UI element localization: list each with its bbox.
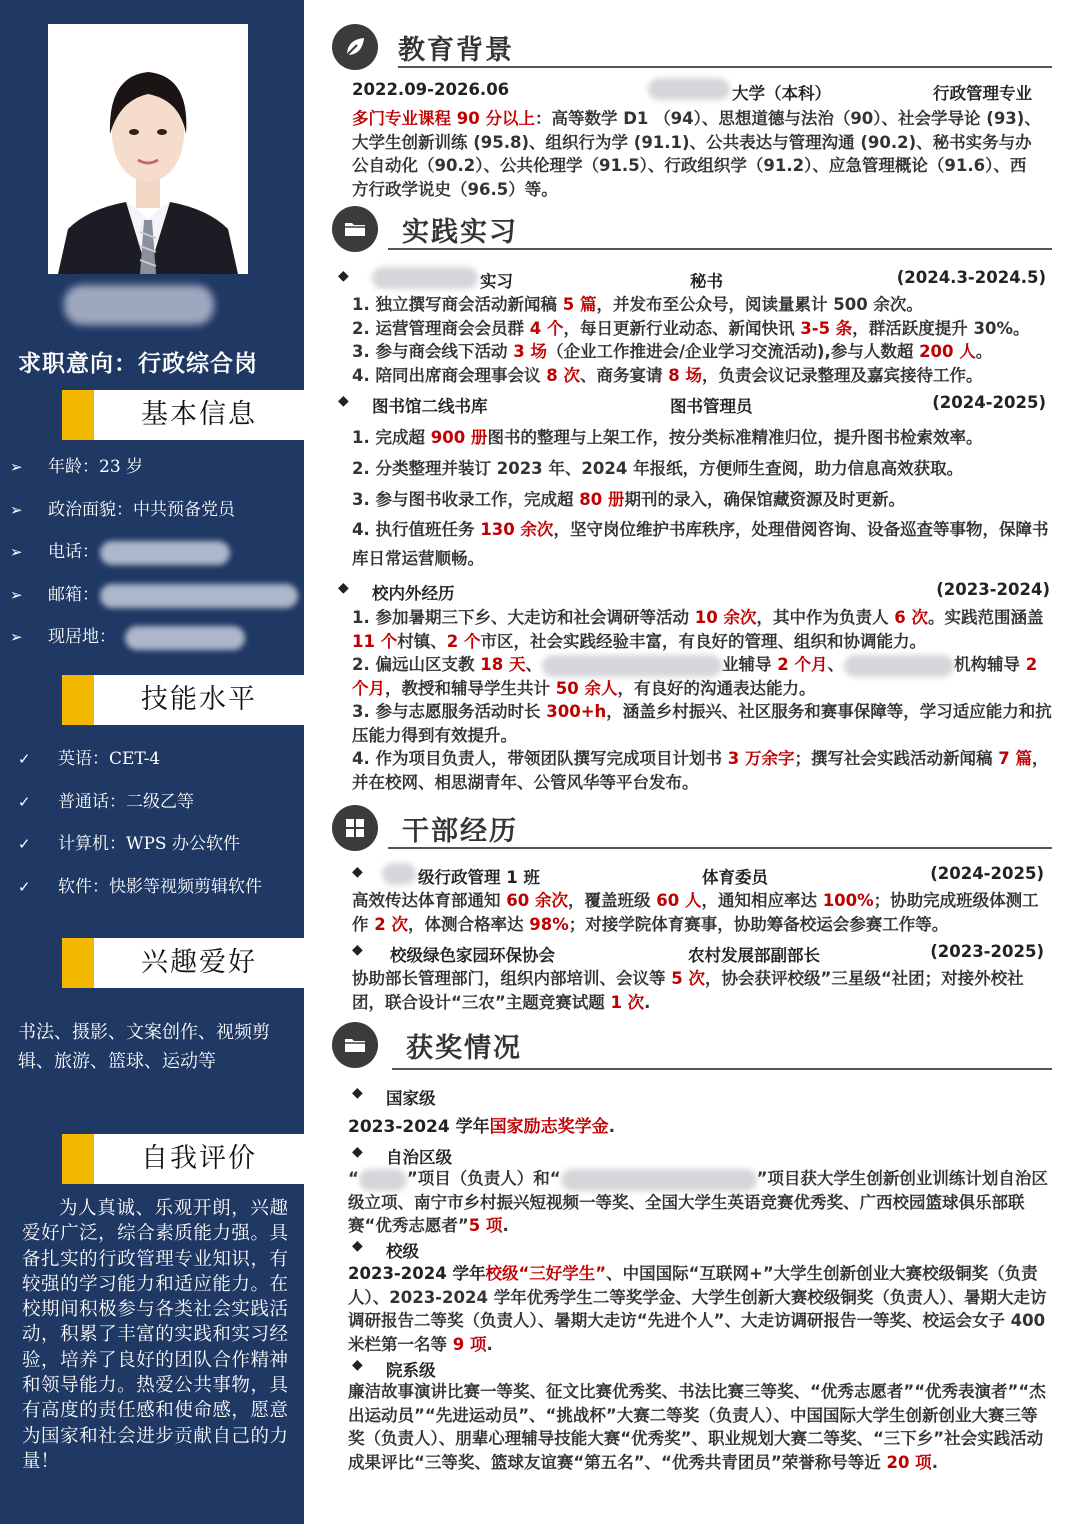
basic-info-list xyxy=(0,446,304,659)
text: ，群活跃度提升 30%。 xyxy=(852,318,1030,338)
education-date: 2022.09-2026.06 xyxy=(352,80,510,99)
text: ”项目（负责人）和“ xyxy=(406,1169,561,1188)
text: ，并在校网、相思湖青年、公管风华等平台发布。 xyxy=(352,749,1049,792)
education-courses xyxy=(352,107,1042,201)
highlight: 60 余次 xyxy=(506,891,568,910)
text: 、 xyxy=(525,655,542,674)
self-eval-title: 自我评价 xyxy=(141,1143,257,1174)
text: 机构辅导 xyxy=(953,655,1026,674)
phone-redacted xyxy=(100,541,230,565)
accent-bar xyxy=(62,1134,94,1184)
arrow-icon: ➢ xyxy=(10,585,23,604)
job-item xyxy=(352,606,1054,653)
text: 2023-2024 学年 xyxy=(348,1117,490,1137)
project-redacted xyxy=(561,1169,757,1191)
highlight: 2 次 xyxy=(374,914,408,934)
award-text xyxy=(348,1380,1048,1474)
basic-info-label: 电话： xyxy=(48,542,99,562)
diamond-icon: ◆ xyxy=(352,1085,363,1101)
arrow-icon: ➢ xyxy=(10,458,23,476)
highlight: 9 项 xyxy=(452,1334,487,1354)
job-item xyxy=(352,317,1060,341)
text: ；协助完成班级体测工作 xyxy=(352,891,1039,934)
skill-label: 英语：CET-4 xyxy=(58,749,161,769)
cadre-role: 体育委员 xyxy=(702,868,768,887)
text: ，并发布至公众号，阅读量累计 500 余次。 xyxy=(596,295,923,314)
award-text xyxy=(348,1167,1048,1238)
diamond-icon: ◆ xyxy=(352,1238,363,1254)
diamond-icon: ◆ xyxy=(352,1144,363,1160)
text: 3. 参与商会线下活动 xyxy=(352,342,514,362)
highlight: 5 次 xyxy=(671,969,705,988)
highlight: 20 项 xyxy=(886,1452,932,1472)
basic-info-address xyxy=(0,616,304,659)
skill-label: 软件：快影等视频剪辑软件 xyxy=(58,876,262,897)
leaf-icon xyxy=(332,24,378,70)
job-item xyxy=(352,700,1054,747)
text: ，协会获评校级”三星级“社团；对接外校社团，联合设计“三农”主题竞赛试题 xyxy=(352,969,1024,1012)
text: 3. 参与志愿服务活动时长 xyxy=(352,702,547,721)
text: 、商务宴请 xyxy=(579,366,669,386)
text: ，通知相应率达 xyxy=(701,891,823,910)
highlight: 2 个月 xyxy=(777,655,828,674)
highlight: 18 天 xyxy=(480,655,526,674)
text: 、中国国际“互联网+”大学生创新创业大赛校级铜奖（负责人）、2023-2024 学年优秀学生二等奖学金、大学生创新大赛校级铜奖（负责人）、暑期大走访调研报告二等奖（负责人）、暑期大走访“先进个人”、大走访调研报告一等奖、校运会女子 400 米栏第一名等 xyxy=(348,1264,1047,1354)
divider xyxy=(388,847,1052,849)
text: ，教授和辅导学生共计 xyxy=(385,678,556,698)
hobby-header xyxy=(62,938,304,988)
text: 、 xyxy=(827,655,844,674)
arrow-icon: ➢ xyxy=(10,543,23,561)
text: . xyxy=(502,1216,509,1235)
divider xyxy=(398,66,1052,68)
text: （企业工作推进会/企业学习交流活动),参与人数超 xyxy=(546,342,920,362)
highlight: 3 场 xyxy=(513,342,547,362)
job-item xyxy=(352,484,1052,515)
practice-title: 实践实习 xyxy=(402,217,518,248)
text: ；对接学院体育赛事，协助筹备校运会参赛工作等。 xyxy=(568,914,949,934)
job-item xyxy=(352,653,1054,700)
skills-title: 技能水平 xyxy=(141,684,257,715)
job-date: (2024-2025) xyxy=(932,393,1046,412)
diamond-icon: ◆ xyxy=(338,268,349,284)
main-content xyxy=(304,0,1080,1524)
basic-info-title: 基本信息 xyxy=(141,399,257,430)
courses-lead: 多门专业课程 90 分以上 xyxy=(352,109,535,128)
job-item xyxy=(352,293,1060,317)
education-header xyxy=(332,22,1052,78)
text: ，负责会议记录整理及嘉宾接待工作。 xyxy=(701,366,983,386)
basic-info-age xyxy=(0,446,304,489)
job-items xyxy=(352,422,1052,573)
highlight: 5 篇 xyxy=(562,295,597,314)
diamond-icon: ◆ xyxy=(352,864,363,880)
award-text xyxy=(348,1262,1048,1356)
skill-item xyxy=(0,823,304,866)
diamond-icon: ◆ xyxy=(338,580,349,596)
text: ；撰写社会实践活动新闻稿 xyxy=(794,749,999,768)
cadre-title: 干部经历 xyxy=(402,816,518,847)
job-org: 图书馆二线书库 xyxy=(372,397,488,416)
job-item xyxy=(352,422,1052,453)
check-icon: ✓ xyxy=(18,792,31,811)
check-icon: ✓ xyxy=(18,877,31,896)
basic-info-label: 邮箱： xyxy=(48,584,99,605)
arrow-icon: ➢ xyxy=(10,500,23,519)
skill-label: 普通话：二级乙等 xyxy=(58,791,194,812)
skill-item xyxy=(0,781,304,824)
text: 期刊的录入，确保馆藏资源及时更新。 xyxy=(624,490,905,509)
education-major: 行政管理专业 xyxy=(933,84,1032,103)
name-redacted xyxy=(64,285,214,325)
text: 3. 参与图书收录工作，完成超 xyxy=(352,490,580,509)
profile-photo xyxy=(48,24,248,274)
highlight: 50 余人 xyxy=(555,678,618,698)
practice-header xyxy=(332,204,1052,260)
cadre-org: 校级绿色家园环保协会 xyxy=(390,946,555,965)
accent-bar xyxy=(62,390,94,440)
courses-list: ：高等数学 D1 （94）、思想道德与法治（90）、社会学导论 (93)、大学生创新训练 (95.8)、组织行为学 (91.1)、公共表达与管理沟通 (90.2)、秘书实务与办公自动化（90.2）、公共伦理学（91.5）、行政组织学（91.2）、应急管理概论（91.6）、西方行政学说史（96.5）等。 xyxy=(352,109,1041,199)
highlight: 100% xyxy=(822,891,874,910)
arrow-icon: ➢ xyxy=(10,628,23,646)
basic-info-phone xyxy=(0,531,304,574)
highlight: 6 次 xyxy=(894,608,928,627)
accent-bar xyxy=(62,675,94,725)
highlight: 4 个 xyxy=(529,318,564,338)
diamond-icon: ◆ xyxy=(352,1357,363,1373)
org-redacted xyxy=(844,655,954,677)
text: 1. 参加暑期三下乡、大走访和社会调研等活动 xyxy=(352,608,695,627)
cadre-date: (2023-2025) xyxy=(930,942,1044,961)
highlight: 1 次 xyxy=(610,992,645,1012)
org-redacted xyxy=(542,655,722,677)
highlight: 8 次 xyxy=(546,366,580,386)
skill-label: 计算机：WPS 办公软件 xyxy=(58,834,240,854)
cadre-text xyxy=(352,889,1046,936)
job-item xyxy=(352,364,1060,388)
education-title: 教育背景 xyxy=(398,35,514,66)
text: 4. 作为项目负责人，带领团队撰写完成项目计划书 xyxy=(352,749,728,768)
text: 1. 独立撰写商会活动新闻稿 xyxy=(352,295,563,314)
text: 图书的整理与上架工作，按分类标准精准归位，提升图书检索效率。 xyxy=(487,428,983,447)
highlight: 11 个 xyxy=(352,631,398,651)
text: 业辅导 xyxy=(721,655,778,674)
job-items xyxy=(352,293,1060,388)
job-org: 实习 xyxy=(480,272,513,291)
skill-item xyxy=(0,738,304,781)
hobby-text: 书法、摄影、文案创作、视频剪辑、旅游、篮球、运动等 xyxy=(18,1022,270,1072)
divider xyxy=(388,248,1052,250)
award-level-name: 校级 xyxy=(386,1242,419,1261)
award-text xyxy=(348,1116,1048,1140)
accent-bar xyxy=(62,938,94,988)
basic-info-label: 政治面貌：中共预备党员 xyxy=(48,499,235,520)
education-school: 大学（本科） xyxy=(732,84,831,103)
text: 村镇、 xyxy=(397,631,447,651)
job-item xyxy=(352,515,1052,573)
job-role: 图书管理员 xyxy=(670,397,753,416)
text: ，体测合格率达 xyxy=(407,914,530,934)
text: ，覆盖班级 xyxy=(567,891,657,910)
divider xyxy=(392,1068,1052,1070)
text: 廉洁故事演讲比赛一等奖、征文比赛优秀奖、书法比赛三等奖、“优秀志愿者”“优秀表演者”“杰出运动员”“先进运动员”、“挑战杯”大赛二等奖（负责人）、中国国际大学生创新创业大赛三等奖（负责人）、朋辈心理辅导技能大赛“优秀奖”、职业规划大赛二等奖、“三下乡”社会实践活动成果评比“三等奖、篮球友谊赛“第五名”、“优秀共青团员”荣誉称号等近 xyxy=(348,1382,1046,1472)
text: 2. 分类整理并装订 2023 年、2024 年报纸，方便师生查阅，助力信息高效获取。 xyxy=(352,459,964,478)
skill-item xyxy=(0,866,304,909)
highlight: 900 册 xyxy=(430,428,488,447)
text: 。 xyxy=(975,342,993,362)
highlight: 2 个 xyxy=(446,631,481,651)
highlight: 3-5 条 xyxy=(800,318,853,338)
text: ，每日更新行业动态、新闻快讯 xyxy=(563,318,801,338)
highlight: 80 册 xyxy=(579,490,625,509)
job-org: 校内外经历 xyxy=(372,584,455,603)
highlight: 98% xyxy=(529,914,569,934)
text: 1. 完成超 xyxy=(352,428,431,447)
cadre-role: 农村发展部副部长 xyxy=(688,946,820,965)
address-redacted xyxy=(125,626,245,650)
check-icon: ✓ xyxy=(18,835,31,853)
basic-info-politics xyxy=(0,489,304,532)
highlight: 300+h xyxy=(546,702,607,721)
diamond-icon: ◆ xyxy=(338,393,349,409)
text: 2. 偏远山区支教 xyxy=(352,655,481,674)
text: 高效传达体育部通知 xyxy=(352,891,507,910)
basic-info-label: 年龄：23 岁 xyxy=(48,457,144,477)
basic-info-email xyxy=(0,574,304,617)
text: . xyxy=(931,1452,938,1472)
text: . xyxy=(644,992,651,1012)
skills-header xyxy=(62,675,304,725)
cadre-header xyxy=(332,803,1052,859)
text: 市区，社会实践经验丰富，有良好的管理、组织和协调能力。 xyxy=(480,631,926,651)
text: . xyxy=(608,1117,616,1137)
text: 。实践范围涵盖 xyxy=(927,608,1044,627)
highlight: 8 场 xyxy=(668,366,702,386)
award-level-name: 国家级 xyxy=(386,1089,436,1108)
highlight: 130 余次 xyxy=(480,520,554,539)
highlight: 校级“三好学生” xyxy=(485,1264,607,1283)
highlight: 7 篇 xyxy=(998,749,1032,768)
job-items xyxy=(352,606,1054,794)
basic-info-header xyxy=(62,390,304,440)
self-eval-text: 为人真诚、乐观开朗，兴趣爱好广泛，综合素质能力强。具备扎实的行政管理专业知识，有较强的学习能力和适应能力。在校期间积极参与各类社会实践活动，积累了丰富的实践和实习经验，培养了良好的团队合作精神和领导能力。热爱公共事物，具有高度的责任感和使命感，愿意为国家和社会进步贡献自己的力量！ xyxy=(22,1198,288,1472)
check-icon: ✓ xyxy=(18,750,31,768)
text: 2. 运营管理商会会员群 xyxy=(352,318,530,338)
self-eval-header xyxy=(62,1134,304,1184)
awards-header xyxy=(332,1020,1052,1076)
text: ，有良好的沟通表达能力。 xyxy=(617,678,816,698)
award-level-name: 院系级 xyxy=(386,1361,436,1380)
cadre-date: (2024-2025) xyxy=(930,864,1044,883)
text: 4. 陪同出席商会理事会议 xyxy=(352,366,547,386)
text: 协助部长管理部门，组织内部培训、会议等 xyxy=(352,969,672,988)
grade-redacted xyxy=(382,863,416,885)
hobby-title: 兴趣爱好 xyxy=(141,947,257,978)
job-date: (2024.3-2024.5) xyxy=(896,268,1046,287)
highlight: 5 项 xyxy=(468,1216,503,1235)
job-item xyxy=(352,747,1054,794)
sidebar xyxy=(0,0,304,1524)
job-item xyxy=(352,340,1060,364)
school-redacted xyxy=(648,78,730,100)
diamond-icon: ◆ xyxy=(352,942,363,958)
highlight: 10 余次 xyxy=(694,608,757,627)
highlight: 2 个月 xyxy=(352,655,1038,698)
folder-icon xyxy=(332,1022,378,1068)
highlight: 3 万余字 xyxy=(727,749,795,768)
highlight: 200 人 xyxy=(919,342,976,362)
org-redacted xyxy=(372,267,478,289)
text: 2023-2024 学年 xyxy=(348,1264,486,1283)
job-role: 秘书 xyxy=(690,272,723,291)
text: 4. 执行值班任务 xyxy=(352,520,481,539)
award-level-name: 自治区级 xyxy=(386,1148,452,1167)
job-item xyxy=(352,453,1052,484)
email-redacted xyxy=(100,584,298,608)
text: ”项目获大学生创新创业训练计划自治区级立项、南宁市乡村振兴短视频一等奖、全国大学生英语竞赛优秀奖、广西校园篮球俱乐部联赛“优秀志愿者” xyxy=(348,1169,1048,1235)
highlight: 60 人 xyxy=(656,891,702,910)
awards-title: 获奖情况 xyxy=(406,1033,522,1064)
folder-icon xyxy=(332,206,378,252)
text: . xyxy=(486,1334,493,1354)
text: “ xyxy=(348,1169,359,1188)
windows-icon xyxy=(332,805,378,851)
highlight: 国家励志奖学金 xyxy=(489,1117,609,1137)
project-redacted xyxy=(359,1169,407,1191)
cadre-org: 级行政管理 1 班 xyxy=(418,868,540,887)
cadre-text xyxy=(352,967,1044,1014)
text: ，坚守岗位维护书库秩序，处理借阅咨询、设备巡查等事物，保障书库日常运营顺畅。 xyxy=(352,520,1049,568)
basic-info-label: 现居地： xyxy=(48,627,116,647)
job-intent: 求职意向：行政综合岗 xyxy=(18,351,258,377)
job-date: (2023-2024) xyxy=(936,580,1050,599)
text: ，涵盖乡村振兴、社区服务和赛事保障等，学习适应能力和抗压能力得到有效提升。 xyxy=(352,702,1052,745)
skills-list xyxy=(0,738,304,908)
text: ，其中作为负责人 xyxy=(756,608,895,627)
